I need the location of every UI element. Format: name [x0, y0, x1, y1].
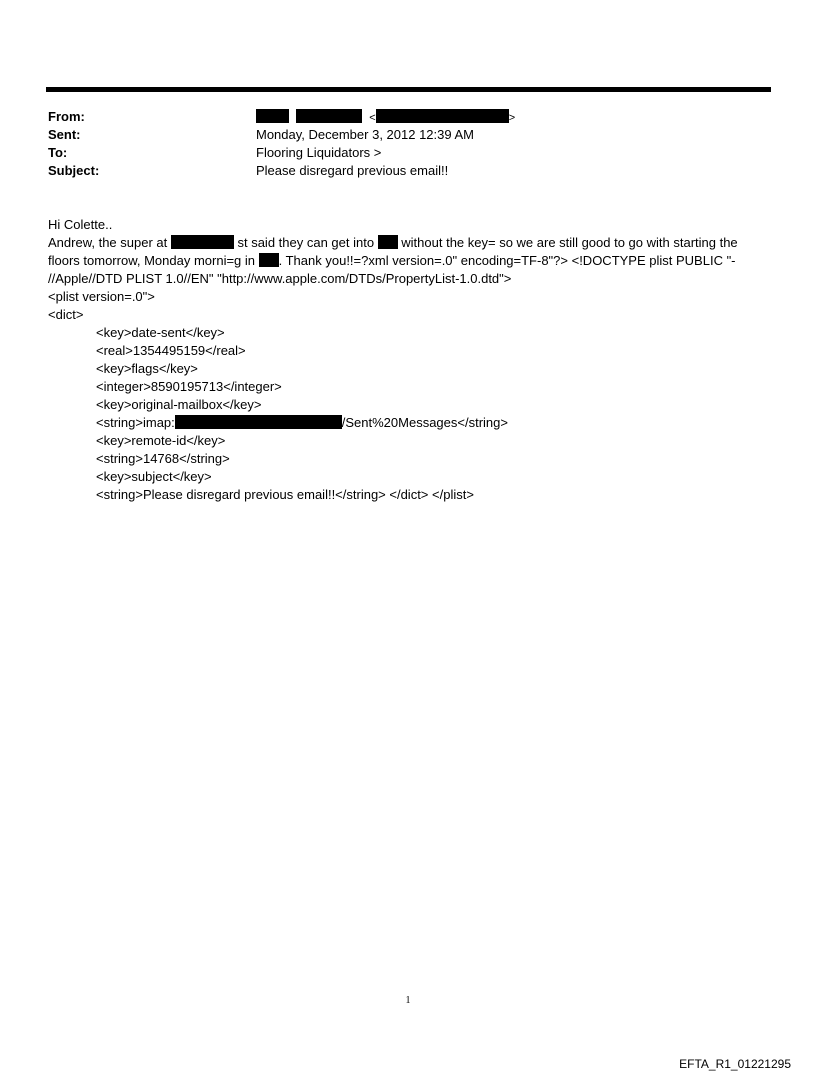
- plist-line: <key>subject</key>: [96, 469, 212, 484]
- redaction-block: [378, 235, 398, 249]
- subject-value: Please disregard previous email!!: [256, 163, 449, 178]
- from-label: From:: [48, 109, 85, 124]
- body-text: <string>imap:: [96, 415, 175, 430]
- redaction-block: [171, 235, 234, 249]
- to-value: Flooring Liquidators >: [256, 145, 382, 160]
- sent-value: Monday, December 3, 2012 12:39 AM: [256, 127, 474, 142]
- plist-line: [48, 414, 778, 432]
- document-id: EFTA_R1_01221295: [679, 1057, 791, 1071]
- plist-line: <real>1354495159</real>: [96, 343, 246, 358]
- body-text: floors tomorrow, Monday morni=g in: [48, 253, 259, 268]
- redaction-block: [256, 109, 289, 123]
- redaction-block: [259, 253, 279, 267]
- body-line: //Apple//DTD PLIST 1.0//EN" "http://www.apple.com/DTDs/PropertyList-1.0.dtd">: [48, 271, 512, 286]
- plist-line: <string>14768</string>: [96, 451, 230, 466]
- to-label: To:: [48, 145, 68, 160]
- from-value: [256, 108, 515, 127]
- plist-line: <string>Please disregard previous email!!</string> </dict> </plist>: [96, 487, 474, 502]
- from-gt: >: [508, 112, 516, 124]
- subject-label: Subject:: [48, 163, 100, 178]
- email-body: [48, 216, 778, 504]
- plist-line: <integer>8590195713</integer>: [96, 379, 282, 394]
- body-line: <plist version=.0">: [48, 289, 155, 304]
- page-number: 1: [405, 995, 411, 1006]
- redaction-block: [175, 415, 342, 429]
- plist-line: <key>flags</key>: [96, 361, 198, 376]
- sent-label: Sent:: [48, 127, 81, 142]
- body-text: . Thank you!!=?xml version=.0" encoding=TF-8"?> <!DOCTYPE plist PUBLIC "-: [278, 253, 736, 268]
- body-line: [48, 252, 778, 270]
- body-text: without the key= so we are still good to go with starting the: [397, 235, 738, 250]
- plist-line: <key>original-mailbox</key>: [96, 397, 262, 412]
- body-line: <dict>: [48, 307, 84, 322]
- header-rule: [46, 87, 771, 92]
- redaction-block: [376, 109, 509, 123]
- plist-line: <key>remote-id</key>: [96, 433, 226, 448]
- body-line: [48, 234, 778, 252]
- body-text: /Sent%20Messages</string>: [341, 415, 508, 430]
- plist-line: <key>date-sent</key>: [96, 325, 225, 340]
- body-text: st said they can get into: [233, 235, 378, 250]
- body-text: Andrew, the super at: [48, 235, 171, 250]
- redaction-block: [296, 109, 362, 123]
- from-lt: <: [369, 112, 376, 124]
- greeting: Hi Colette..: [48, 217, 113, 232]
